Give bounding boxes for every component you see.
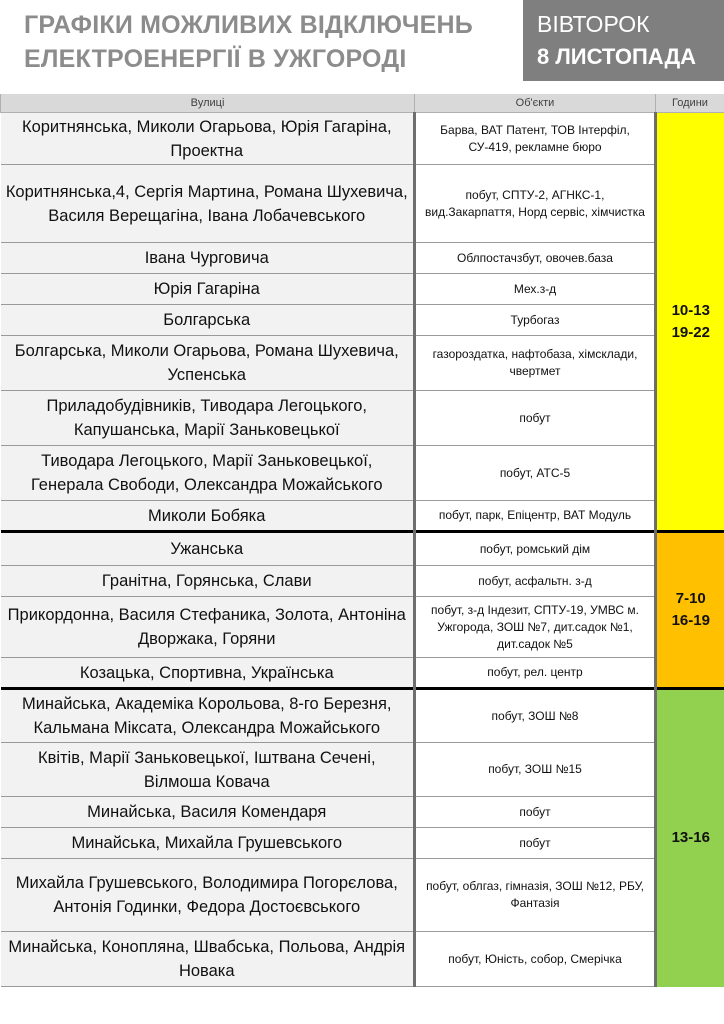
table-row [1, 828, 724, 859]
date-day: ВІВТОРОК [537, 11, 650, 37]
street-cell: Івана Чурговича [1, 243, 415, 274]
objects-cell: побут [415, 797, 656, 828]
street-cell: Тиводара Легоцького, Марії Заньковецької, Генерала Свободи, Олександра Можайського [1, 446, 415, 501]
objects-cell: Мех.з-д [415, 274, 656, 305]
street-cell: Минайська, Конопляна, Швабська, Польова, Андрія Новака [1, 932, 415, 987]
hours-line-2: 19-22 [671, 323, 710, 341]
table-row [1, 274, 724, 305]
street-cell: Болгарська [1, 305, 415, 336]
hours-line-1: 10-13 [671, 301, 710, 319]
street-cell: Минайська, Академіка Корольова, 8-го Березня, Кальмана Міксата, Олександра Можайського [1, 689, 415, 743]
objects-cell: побут, ЗОШ №8 [415, 689, 656, 743]
date-date: 8 ЛИСТОПАДА [537, 44, 697, 69]
table-row [1, 446, 724, 501]
street-cell: Коритнянська, Миколи Огарьова, Юрія Гагаріна, Проектна [1, 113, 415, 165]
street-cell: Минайська, Михайла Грушевського [1, 828, 415, 859]
table-row [1, 165, 724, 243]
objects-cell: побут [415, 391, 656, 446]
street-cell: Миколи Бобяка [1, 501, 415, 532]
street-cell: Минайська, Василя Комендаря [1, 797, 415, 828]
date-box [523, 0, 724, 81]
title-line-2: ЕЛЕКТРОЕНЕРГІЇ В УЖГОРОДІ [24, 45, 407, 73]
objects-cell: газороздатка, нафтобаза, хімсклади, чвертмет [415, 336, 656, 391]
column-header-streets: Вулиці [1, 94, 415, 113]
table-row [1, 797, 724, 828]
table-row [1, 113, 724, 165]
table-row [1, 391, 724, 446]
table-row [1, 305, 724, 336]
table-row [1, 566, 724, 597]
objects-cell: побут, з-д Індезит, СПТУ-19, УМВС м. Ужгорода, ЗОШ №7, дит.садок №1, дит.садок №5 [415, 597, 656, 658]
objects-cell: Барва, ВАТ Патент, ТОВ Інтерфіл, СУ-419, рекламне бюро [415, 113, 656, 165]
table-header-row [1, 94, 724, 113]
street-cell: Прикордонна, Василя Стефаника, Золота, Антоніна Дворжака, Горяни [1, 597, 415, 658]
table-row [1, 743, 724, 797]
table-row [1, 689, 724, 743]
hours-cell [656, 113, 724, 532]
hours-cell [656, 689, 724, 987]
objects-cell: побут, АТС-5 [415, 446, 656, 501]
street-cell: Болгарська, Миколи Огарьова, Романа Шухевича, Успенська [1, 336, 415, 391]
street-cell: Ужанська [1, 532, 415, 566]
street-cell: Юрія Гагаріна [1, 274, 415, 305]
table-row [1, 336, 724, 391]
street-cell: Гранітна, Горянська, Слави [1, 566, 415, 597]
objects-cell: побут, парк, Епіцентр, ВАТ Модуль [415, 501, 656, 532]
table-body [1, 113, 724, 987]
table-row [1, 532, 724, 566]
hours-cell [656, 532, 724, 689]
street-cell: Приладобудівників, Тиводара Легоцького, Капушанська, Марії Заньковецької [1, 391, 415, 446]
page-title [24, 8, 524, 76]
title-line-1: ГРАФІКИ МОЖЛИВИХ ВІДКЛЮЧЕНЬ [24, 11, 473, 39]
objects-cell: побут, ЗОШ №15 [415, 743, 656, 797]
table-row [1, 932, 724, 987]
table-row [1, 243, 724, 274]
table-row [1, 501, 724, 532]
outage-schedule-table [0, 94, 724, 987]
street-cell: Квітів, Марії Заньковецької, Іштвана Сечені, Вілмоша Ковача [1, 743, 415, 797]
objects-cell: Облпостачзбут, овочев.база [415, 243, 656, 274]
column-header-hours: Години [656, 94, 724, 113]
table-row [1, 859, 724, 932]
hours-line-1: 7-10 [675, 590, 706, 607]
objects-cell: Турбогаз [415, 305, 656, 336]
column-header-objects: Об'єкти [415, 94, 656, 113]
hours-line-1: 13-16 [671, 829, 710, 847]
header [0, 0, 724, 90]
objects-cell: побут, облгаз, гімназія, ЗОШ №12, РБУ, Фантазія [415, 859, 656, 932]
street-cell: Козацька, Спортивна, Українська [1, 658, 415, 689]
objects-cell: побут, асфальтн. з-д [415, 566, 656, 597]
objects-cell: побут, СПТУ-2, АГНКС-1, вид.Закарпаття, Норд сервіс, хімчистка [415, 165, 656, 243]
street-cell: Коритнянська,4, Сергія Мартина, Романа Шухевича, Василя Верещагіна, Івана Лобачевського [1, 165, 415, 243]
objects-cell: побут, рел. центр [415, 658, 656, 689]
hours-line-2: 16-19 [671, 612, 710, 629]
street-cell: Михайла Грушевського, Володимира Погорєлова, Антонія Годинки, Федора Достоєвського [1, 859, 415, 932]
objects-cell: побут, ромський дім [415, 532, 656, 566]
table-row [1, 658, 724, 689]
table-row [1, 597, 724, 658]
objects-cell: побут, Юність, собор, Смерічка [415, 932, 656, 987]
objects-cell: побут [415, 828, 656, 859]
